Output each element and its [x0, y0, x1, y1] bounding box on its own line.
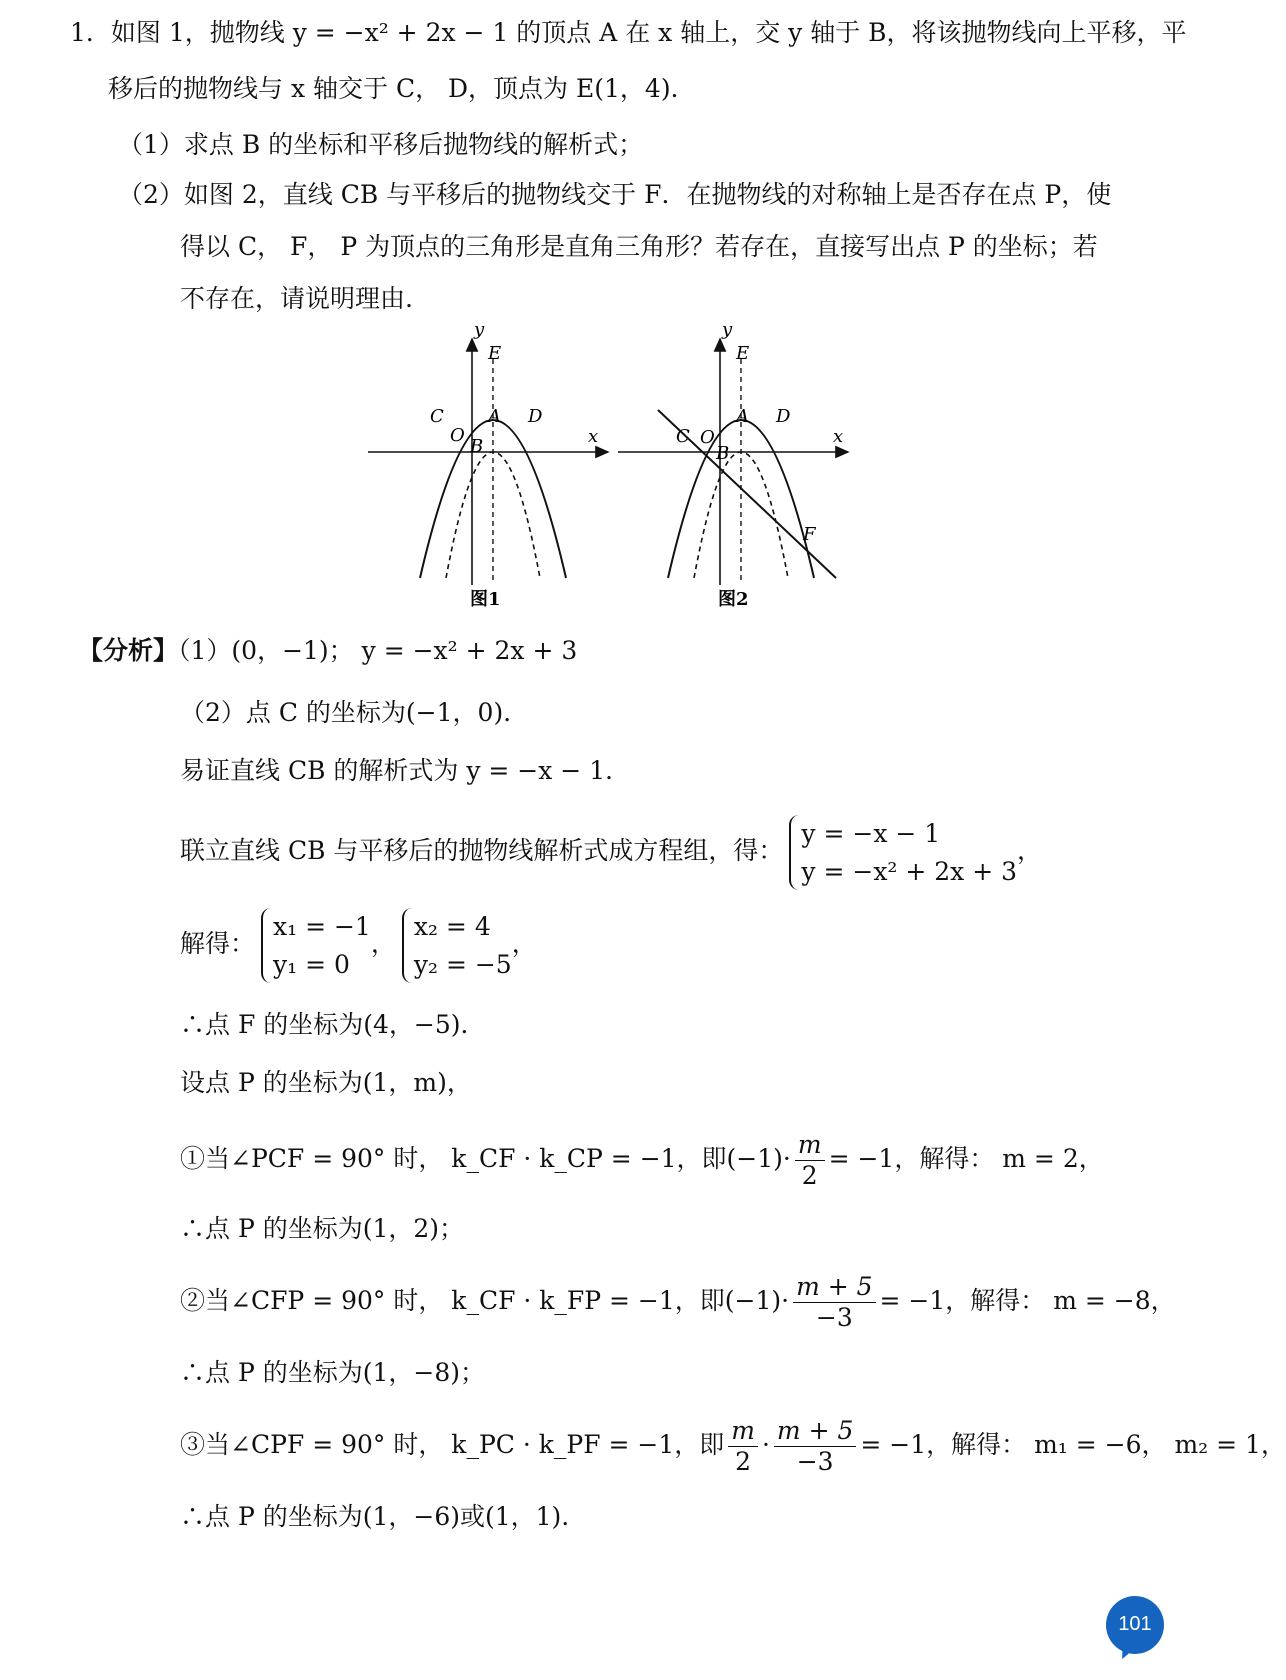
equation-system	[789, 815, 1017, 890]
set-p: 设点 P 的坐标为(1，m)，	[180, 1068, 472, 1097]
system-comma: ，	[1017, 836, 1043, 865]
case-2-fraction	[793, 1272, 875, 1333]
fig1-caption: 图1	[470, 589, 501, 610]
line-cb-equation: 易证直线 CB 的解析式为 y = −x − 1．	[180, 756, 631, 785]
fig1-label-o: O	[450, 425, 465, 446]
question-1: （1）求点 B 的坐标和平移后抛物线的解析式；	[118, 130, 644, 159]
fig2-label-y: y	[722, 319, 733, 340]
solution-2-x: x₂ = 4	[413, 912, 491, 941]
f-coordinate: ∴点 F 的坐标为(4，−5)．	[180, 1010, 486, 1039]
system-eq-2: y = −x² + 2x + 3	[801, 856, 1018, 886]
fig2-label-b: B	[716, 443, 730, 464]
fig1-label-e: E	[488, 343, 502, 364]
equation-system-row	[180, 815, 1042, 890]
case-3: ③当∠CPF = 90° 时， k_PC · k_PF = −1，即 $\frac{m}{2}$ · $\frac{m + 5}{-3}$ = −1，解得： m₁ = −6， m₂ = 1，	[180, 1416, 1286, 1476]
solution-2	[402, 908, 512, 983]
question-2-line-1: （2）如图 2，直线 CB 与平移后的抛物线交于 F．在抛物线的对称轴上是否存在点 P，使	[118, 180, 1112, 209]
fig2-label-e: E	[736, 343, 750, 364]
fig2-label-o: O	[700, 427, 715, 448]
case-2-denominator: −3	[815, 1303, 853, 1332]
fig2-label-f: F	[803, 524, 816, 545]
case-3-denominator-2: −3	[796, 1447, 834, 1476]
fig1-label-c: C	[430, 406, 444, 427]
analysis-tag: 【分析】	[78, 636, 179, 665]
solution-1-x: x₁ = −1	[273, 912, 371, 941]
system-intro: 联立直线 CB 与平移后的抛物线解析式成方程组，得：	[180, 836, 784, 865]
problem-line-2: 移后的抛物线与 x 轴交于 C， D，顶点为 E(1，4)．	[108, 74, 696, 103]
system-eq-1: y = −x − 1	[801, 819, 941, 848]
solutions-row	[180, 908, 537, 983]
solve-label: 解得：	[180, 929, 256, 958]
fig1-label-y: y	[474, 319, 485, 340]
fig1-label-x: x	[588, 426, 599, 447]
solution-separator: ，	[370, 929, 396, 958]
fig2-label-d: D	[776, 406, 791, 427]
fig2-label-a: A	[736, 406, 749, 427]
case-3-result: ∴点 P 的坐标为(1，−6)或(1，1).	[180, 1502, 570, 1531]
case-3-result-text: = −1，解得： m₁ = −6， m₂ = 1，	[860, 1430, 1286, 1459]
case-3-numerator-2: m + 5	[774, 1416, 856, 1447]
case-1-text: ①当∠PCF = 90° 时， k_CF · k_CP = −1，即(−1)·	[180, 1144, 791, 1173]
solution-end: ，	[511, 929, 537, 958]
figure-1	[368, 319, 608, 610]
fig2-label-x: x	[833, 426, 844, 447]
fig2-caption: 图2	[718, 589, 749, 610]
case-1-numerator: m	[795, 1130, 825, 1161]
case-3-fraction-1	[728, 1416, 758, 1477]
case-3-text: ③当∠CPF = 90° 时， k_PC · k_PF = −1，即	[180, 1430, 725, 1459]
case-2-result: ∴点 P 的坐标为(1，−8)；	[180, 1358, 485, 1387]
analysis-part-2: （2）点 C 的坐标为(−1，0)．	[180, 698, 529, 727]
case-2-result-text: = −1，解得： m = −8，	[879, 1286, 1176, 1315]
case-1-result-text: = −1，解得： m = 2，	[828, 1144, 1104, 1173]
case-2-numerator: m + 5	[793, 1272, 875, 1303]
case-2-text: ②当∠CFP = 90° 时， k_CF · k_FP = −1，即(−1)·	[180, 1286, 790, 1315]
case-3-fraction-2	[774, 1416, 856, 1477]
solution-1	[261, 908, 371, 983]
case-1-denominator: 2	[801, 1161, 818, 1190]
case-1-result: ∴点 P 的坐标为(1，2)；	[180, 1214, 465, 1243]
problem-line-1: 1．如图 1，抛物线 y = −x² + 2x − 1 的顶点 A 在 x 轴上，交 y 轴于 B，将该抛物线向上平移，平	[70, 18, 1187, 47]
analysis-part-1: （1）(0，−1)； y = −x² + 2x + 3	[178, 636, 578, 665]
case-3-numerator-1: m	[728, 1416, 758, 1447]
fig1-label-a: A	[488, 406, 501, 427]
page-number: 101	[1106, 1596, 1164, 1654]
question-2-line-2: 得以 C， F， P 为顶点的三角形是直角三角形？若存在，直接写出点 P 的坐标；若	[180, 232, 1098, 261]
case-1-fraction	[795, 1130, 825, 1191]
question-2-line-3: 不存在，请说明理由.	[180, 284, 413, 313]
case-3-denominator-1: 2	[735, 1447, 752, 1476]
fig2-label-c: C	[676, 426, 690, 447]
solution-1-y: y₁ = 0	[273, 949, 350, 979]
case-1	[180, 1130, 1104, 1191]
solution-2-y: y₂ = −5	[413, 949, 512, 979]
figures	[360, 319, 880, 615]
figure-2	[618, 319, 848, 610]
fig1-label-b: B	[470, 436, 484, 457]
case-2	[180, 1272, 1176, 1333]
fig1-label-d: D	[528, 406, 543, 427]
